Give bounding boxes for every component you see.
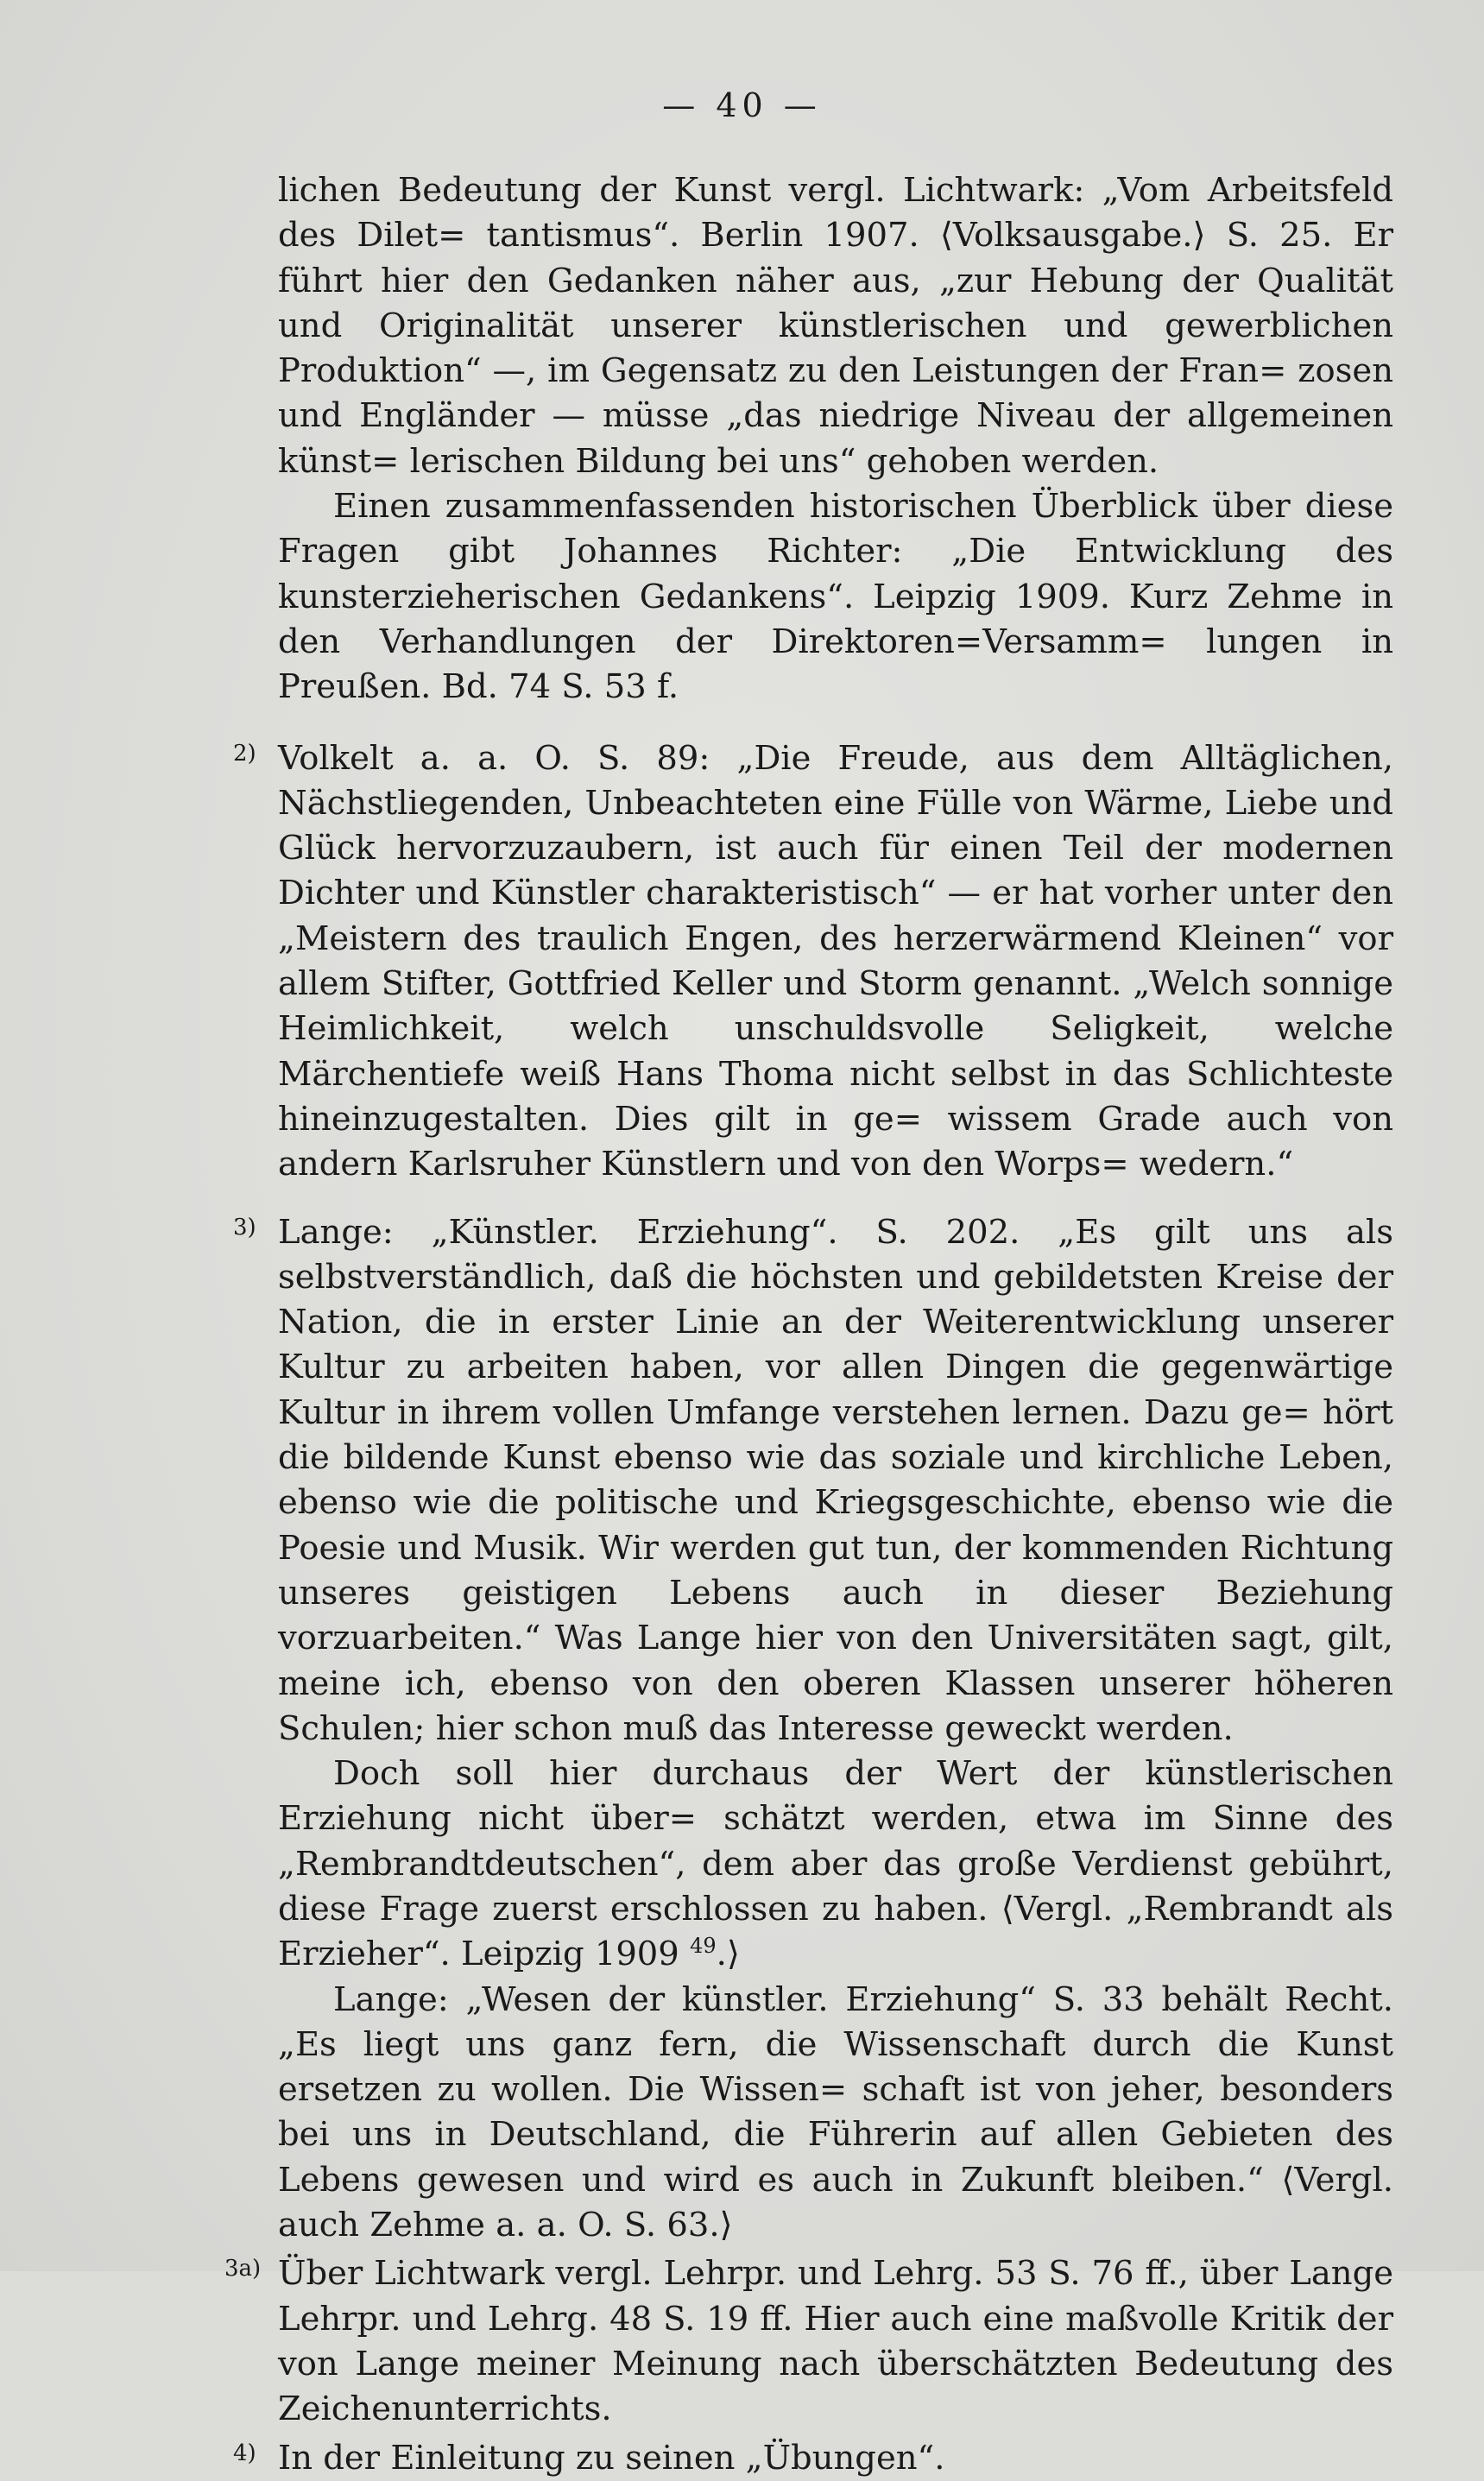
footnote-marker: 2) [233,740,256,767]
page-number: — 40 — [662,86,822,124]
footnote-continuation-text: Doch soll hier durchaus der Wert der künstlerischen Erziehung nicht über= schätzt werden, etwa im Sinne des „Rembrandtdeutschen“, dem aber das große Verdienst gebührt, diese Frage zuerst erschlossen zu haben. ⟨Vergl. „Rembrandt als Erzieher“. Leipzig 1909 [278,1754,1393,1974]
footnote-marker: 3) [233,1214,256,1240]
paragraph-lichtwark: lichen Bedeutung der Kunst vergl. Lichtwark: „Vom Arbeitsfeld des Dilet= tantismus“. Berlin 1907. ⟨Volksausgabe.⟩ S. 25. Er führt hier den Gedanken näher aus, „zur Hebung der Qualität und Originalität unserer künstlerischen und gewerblichen Produktion“ —, im Gegensatz zu den Leistungen der Fran= zosen und Engländer — müsse „das niedrige Niveau der allgemeinen künst= lerischen Bildung bei uns“ gehoben werden. [278,171,1393,481]
footnote-3a [224,2251,1393,2432]
footnote-continuation [278,1752,1393,1977]
footnote-continuation-end: .⟩ [716,1935,740,1974]
superscript-edition: 49 [690,1934,717,1959]
footnote-4 [233,2436,1393,2481]
footnote-text: Über Lichtwark vergl. Lehrpr. und Lehrg. 53 S. 76 ff., über Lange Lehrpr. und Lehrg. 48 S. 19 ff. Hier auch eine maßvolle Kritik der von Lange meiner Meinung nach überschätzten Bedeutung des Zeichenunterrichts. [278,2254,1393,2429]
footnote-marker: 3a) [224,2256,262,2282]
body-text [224,168,1393,2481]
footnote-continuation-lange: Lange: „Wesen der künstler. Erziehung“ S. 33 behält Recht. „Es liegt uns ganz fern, die Wissenschaft durch die Kunst ersetzen zu wollen. Die Wissen= schaft ist von jeher, besonders bei uns in Deutschland, die Führerin auf allen Gebieten des Lebens gewesen und wird es auch in Zukunft bleiben.“ ⟨Vergl. auch Zehme a. a. O. S. 63.⟩ [278,1979,1393,2245]
footnote-3 [233,1210,1393,2249]
paragraph-richter: Einen zusammenfassenden historischen Überblick über diese Fragen gibt Johannes Richter: „Die Entwicklung des kunsterzieherischen Gedankens“. Leipzig 1909. Kurz Zehme in den Verhandlungen der Direktoren=Versamm= lungen in Preußen. Bd. 74 S. 53 f. [278,487,1393,707]
footnote-text: In der Einleitung zu seinen „Übungen“. [278,2438,945,2478]
footnote-text: Volkelt a. a. O. S. 89: „Die Freude, aus dem Alltäglichen, Nächstliegenden, Unbeachteten eine Fülle von Wärme, Liebe und Glück hervorzuzaubern, ist auch für einen Teil der modernen Dichter und Künstler charakteristisch“ — er hat vorher unter den „Meistern des traulich Engen, des herzerwärmend Kleinen“ vor allem Stifter, Gottfried Keller und Storm genannt. „Welch sonnige Heimlichkeit, welch unschuldsvolle Seligkeit, welche Märchentiefe weiß Hans Thoma nicht selbst in das Schlichteste hineinzugestalten. Dies gilt in ge= wissem Grade auch von andern Karlsruher Künstlern und von den Worps= wedern.“ [278,738,1393,1184]
footnote-text: Lange: „Künstler. Erziehung“. S. 202. „Es gilt uns als selbstverständlich, daß die höchsten und gebildetsten Kreise der Nation, die in erster Linie an der Weiterentwicklung unserer Kultur zu arbeiten haben, vor allen Dingen die gegenwärtige Kultur in ihrem vollen Umfange verstehen lernen. Dazu ge= hört die bildende Kunst ebenso wie das soziale und kirchliche Leben, ebenso wie die politische und Kriegsgeschichte, ebenso wie die Poesie und Musik. Wir werden gut tun, der kommenden Richtung unseres geistigen Lebens auch in dieser Beziehung vorzuarbeiten.“ Was Lange hier von den Universitäten sagt, gilt, meine ich, ebenso von den oberen Klassen unserer höheren Schulen; hier schon muß das Interesse geweckt werden. [278,1212,1393,1748]
footnote-2 [233,736,1393,1188]
footnote-marker: 4) [233,2440,256,2466]
